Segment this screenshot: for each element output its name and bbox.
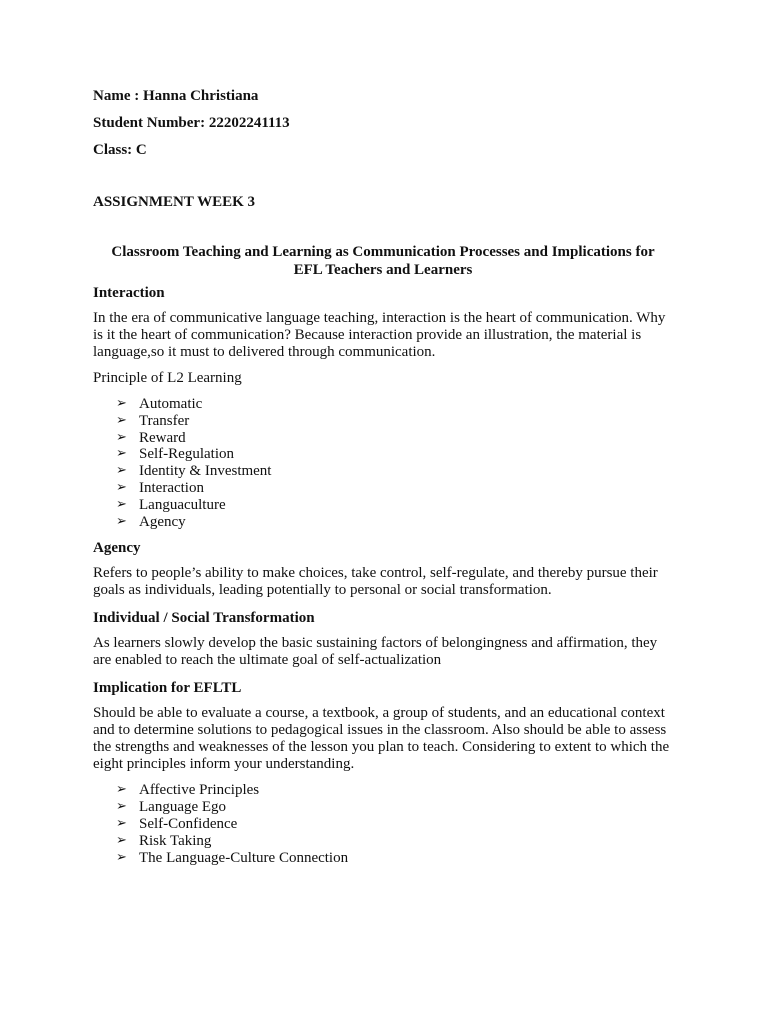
- list-item: ➢ The Language-Culture Connection: [116, 849, 349, 866]
- list-item: ➢ Reward: [116, 429, 186, 446]
- heading-transformation: Individual / Social Transformation: [93, 610, 315, 627]
- list-item: ➢ Self-Regulation: [116, 446, 234, 463]
- arrow-bullet-icon: ➢: [116, 463, 127, 479]
- list-item: ➢ Automatic: [116, 396, 203, 412]
- arrow-bullet-icon: ➢: [116, 429, 127, 445]
- student-number: Student Number: 22202241113: [93, 115, 290, 131]
- arrow-bullet-icon: ➢: [116, 782, 127, 798]
- list-item: ➢ Self-Confidence: [116, 815, 238, 832]
- arrow-bullet-icon: ➢: [116, 496, 127, 512]
- list-item: ➢ Risk Taking: [116, 832, 212, 849]
- list-item: ➢ Interaction: [116, 479, 204, 496]
- agency-paragraph: Refers to people’s ability to make choices, take control, self-regulate, and thereby pursue their goals as individuals, leading potentially to personal or social transformation.: [93, 565, 658, 599]
- principles-list: [116, 396, 673, 530]
- class-label: Class: C: [93, 142, 147, 158]
- heading-implication: Implication for EFLTL: [93, 680, 242, 697]
- document-title: [93, 244, 673, 279]
- arrow-bullet-icon: ➢: [116, 446, 127, 462]
- list-item: ➢ Agency: [116, 513, 186, 530]
- arrow-bullet-icon: ➢: [116, 849, 127, 865]
- list-item: ➢ Affective Principles: [116, 782, 260, 799]
- arrow-bullet-icon: ➢: [116, 832, 127, 848]
- student-name: Name : Hanna Christiana: [93, 88, 259, 104]
- title-line-2: EFL Teachers and Learners: [293, 261, 473, 278]
- list-item: ➢ Identity & Investment: [116, 463, 272, 480]
- transformation-paragraph: As learners slowly develop the basic sustaining factors of belongingness and affirmation, they are enabled to reach the ultimate goal of self-actualization: [93, 635, 658, 669]
- arrow-bullet-icon: ➢: [116, 412, 127, 428]
- arrow-bullet-icon: ➢: [116, 799, 127, 815]
- arrow-bullet-icon: ➢: [116, 513, 127, 529]
- arrow-bullet-icon: ➢: [116, 815, 127, 831]
- heading-interaction: Interaction: [93, 285, 165, 301]
- assignment-title: ASSIGNMENT WEEK 3: [93, 194, 255, 210]
- list-item: ➢ Language Ego: [116, 799, 227, 816]
- implication-paragraph: Should be able to evaluate a course, a textbook, a group of students, and an educational context and to determine solutions to pedagogical issues in the classroom. Also should be able to assess the strengths and weaknesses of the lesson you plan to teach. Considering to extent to which the eight principles inform your understanding.: [93, 705, 670, 773]
- arrow-bullet-icon: ➢: [116, 396, 127, 411]
- title-line-1: Classroom Teaching and Learning as Communication Processes and Implications for: [111, 244, 655, 260]
- interaction-paragraph: In the era of communicative language teaching, interaction is the heart of communication. Why is it the heart of communication? Because interaction provide an illustration, the material is language,so it must to delivered through communication.: [93, 310, 666, 360]
- heading-agency: Agency: [93, 540, 141, 557]
- list-item: ➢ Transfer: [116, 412, 190, 429]
- implication-list: [116, 782, 673, 866]
- principles-intro: Principle of L2 Learning: [93, 370, 242, 386]
- arrow-bullet-icon: ➢: [116, 479, 127, 495]
- list-item: ➢ Languaculture: [116, 496, 226, 513]
- document-page: [93, 86, 673, 866]
